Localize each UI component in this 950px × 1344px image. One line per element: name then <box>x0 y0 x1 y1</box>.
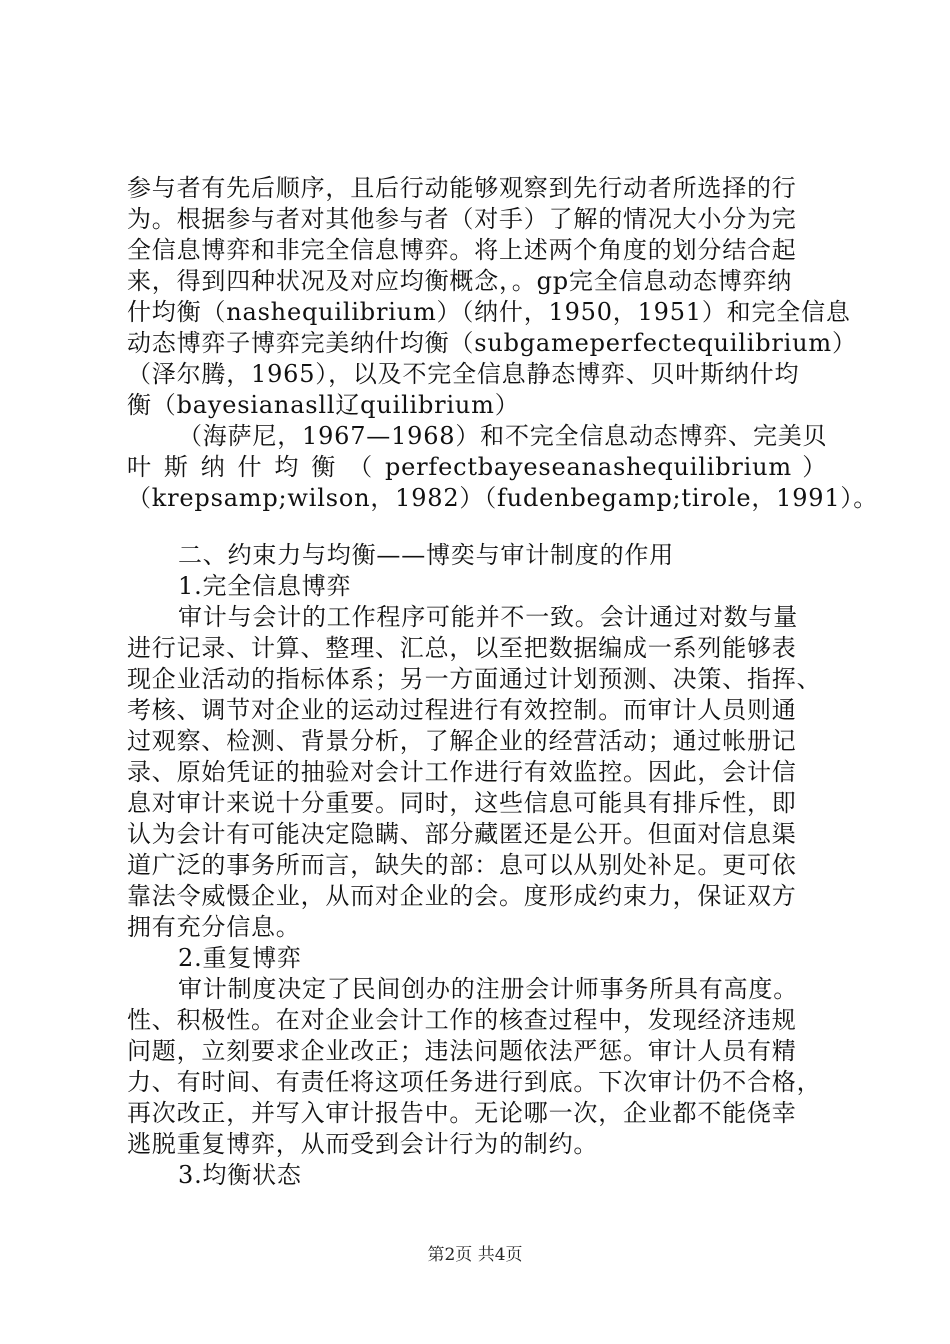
subsection-heading: 2.重复博弈 <box>178 944 302 972</box>
paragraph-line: 道广泛的事务所而言，缺失的部：息可以从别处补足。更可依 <box>127 851 797 879</box>
section-heading: 二、约束力与均衡——博奕与审计制度的作用 <box>178 541 674 569</box>
paragraph-line: 力、有时间、有责任将这项任务进行到底。下次审计仍不合格， <box>127 1068 822 1096</box>
paragraph-line: 审计与会计的工作程序可能并不一致。会计通过对数与量 <box>178 603 798 631</box>
paragraph-line: 息对审计来说十分重要。同时，这些信息可能具有排斥性，即 <box>127 789 797 817</box>
paragraph-line: （krepsamp;wilson，1982）（fudenbegamp;tirole，1991）。 <box>127 484 879 512</box>
paragraph-line: 叶 斯 纳 什 均 衡 （ perfectbayeseanashequilibrium ） <box>127 453 827 481</box>
paragraph-line: 逃脱重复博弈，从而受到会计行为的制约。 <box>127 1130 599 1158</box>
paragraph-line: 性、积极性。在对企业会计工作的核查过程中，发现经济违规 <box>127 1006 797 1034</box>
paragraph-line: 再次改正，并写入审计报告中。无论哪一次，企业都不能侥幸 <box>127 1099 797 1127</box>
paragraph-line: 现企业活动的指标体系；另一方面通过计划预测、决策、指挥、 <box>127 665 822 693</box>
paragraph-line: 认为会计有可能决定隐瞒、部分藏匿还是公开。但面对信息渠 <box>127 820 797 848</box>
paragraph-line: 来，得到四种状况及对应均衡概念，。gp完全信息动态博弈纳 <box>127 267 793 295</box>
paragraph-line: 参与者有先后顺序，且后行动能够观察到先行动者所选择的行 <box>127 174 797 202</box>
paragraph-line: 问题，立刻要求企业改正；违法问题依法严惩。审计人员有精 <box>127 1037 797 1065</box>
paragraph-line: （泽尔腾，1965），以及不完全信息静态博弈、贝叶斯纳什均 <box>127 360 800 388</box>
paragraph-line: 衡（bayesianasll辽quilibrium） <box>127 391 520 419</box>
paragraph-line: 考核、调节对企业的运动过程进行有效控制。而审计人员则通 <box>127 696 797 724</box>
paragraph-line: 靠法令威慑企业，从而对企业的会。度形成约束力，保证双方 <box>127 882 797 910</box>
paragraph-line: （海萨尼，1967—1968）和不完全信息动态博弈、完美贝 <box>178 422 828 450</box>
paragraph-line: 进行记录、计算、整理、汇总，以至把数据编成一系列能够表 <box>127 634 797 662</box>
paragraph-line: 拥有充分信息。 <box>127 913 301 941</box>
paragraph-line: 为。根据参与者对其他参与者（对手）了解的情况大小分为完 <box>127 205 797 233</box>
paragraph-line: 全信息博弈和非完全信息博弈。将上述两个角度的划分结合起 <box>127 236 797 264</box>
subsection-heading: 3.均衡状态 <box>178 1161 302 1189</box>
paragraph-line: 什均衡（nashequilibrium）（纳什，1950，1951）和完全信息 <box>127 298 851 326</box>
page-number-footer: 第2页 共4页 <box>427 1245 523 1265</box>
paragraph-line: 过观察、检测、背景分析，了解企业的经营活动；通过帐册记 <box>127 727 797 755</box>
paragraph-line: 审计制度决定了民间创办的注册会计师事务所具有高度。 <box>178 975 798 1003</box>
paragraph-line: 动态博弈子博弈完美纳什均衡（subgameperfectequilibrium） <box>127 329 857 357</box>
paragraph-line: 录、原始凭证的抽验对会计工作进行有效监控。因此，会计信 <box>127 758 797 786</box>
subsection-heading: 1.完全信息博弈 <box>178 572 352 600</box>
